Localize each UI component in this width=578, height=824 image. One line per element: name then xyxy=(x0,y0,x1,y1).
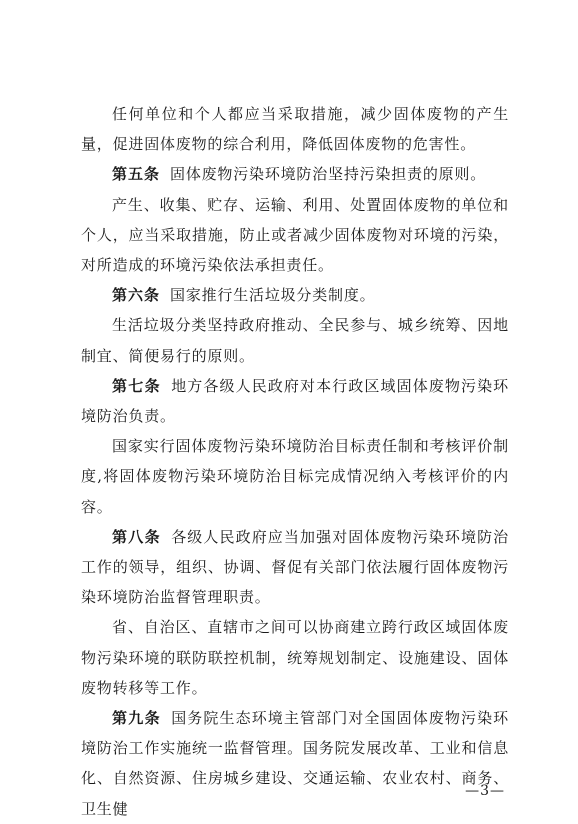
paragraph-text: 产生、收集、贮存、运输、利用、处置固体废物的单位和个人，应当采取措施，防止或者减少固体废物对环境的污染，对所造成的环境污染依法承担责任。 xyxy=(81,195,509,275)
article-number: 第六条 xyxy=(112,286,161,305)
paragraph xyxy=(81,612,509,703)
paragraph xyxy=(81,522,509,613)
paragraph-text: 各级人民政府应当加强对固体废物污染环境防治工作的领导，组织、协调、督促有关部门依法履行固体废物污染环境防治监督管理职责。 xyxy=(81,527,509,607)
paragraph-text: 国务院生态环境主管部门对全国固体废物污染环境防治工作实施统一监督管理。国务院发展改革、工业和信息化、自然资源、住房城乡建设、交通运输、农业农村、商务、卫生健 xyxy=(81,709,509,818)
paragraph xyxy=(81,431,509,522)
paragraph xyxy=(81,371,509,431)
article-number: 第七条 xyxy=(112,376,161,395)
paragraph xyxy=(81,159,509,189)
paragraph xyxy=(81,280,509,310)
paragraph-text: 地方各级人民政府对本行政区域固体废物污染环境防治负责。 xyxy=(81,376,509,426)
paragraph xyxy=(81,703,509,824)
paragraph-text: 生活垃圾分类坚持政府推动、全民参与、城乡统筹、因地制宜、简便易行的原则。 xyxy=(81,316,509,365)
document-body xyxy=(81,99,509,824)
paragraph-text: 省、自治区、直辖市之间可以协商建立跨行政区域固体废物污染环境的联防联控机制，统筹规划制定、设施建设、固体废物转移等工作。 xyxy=(81,618,509,697)
paragraph-text: 任何单位和个人都应当采取措施，减少固体废物的产生量，促进固体废物的综合利用，降低固体废物的危害性。 xyxy=(81,105,509,154)
paragraph xyxy=(81,190,509,281)
page-number: —3— xyxy=(465,783,505,799)
paragraph-text: 国家实行固体废物污染环境防治目标责任制和考核评价制度,将固体废物污染环境防治目标完成情况纳入考核评价的内容。 xyxy=(81,437,509,516)
paragraph xyxy=(81,99,509,159)
article-number: 第八条 xyxy=(112,527,161,546)
paragraph xyxy=(81,310,509,370)
article-number: 第五条 xyxy=(112,165,161,184)
paragraph-text: 固体废物污染环境防治坚持污染担责的原则。 xyxy=(170,165,487,184)
paragraph-text: 国家推行生活垃圾分类制度。 xyxy=(170,286,376,305)
article-number: 第九条 xyxy=(112,709,161,728)
